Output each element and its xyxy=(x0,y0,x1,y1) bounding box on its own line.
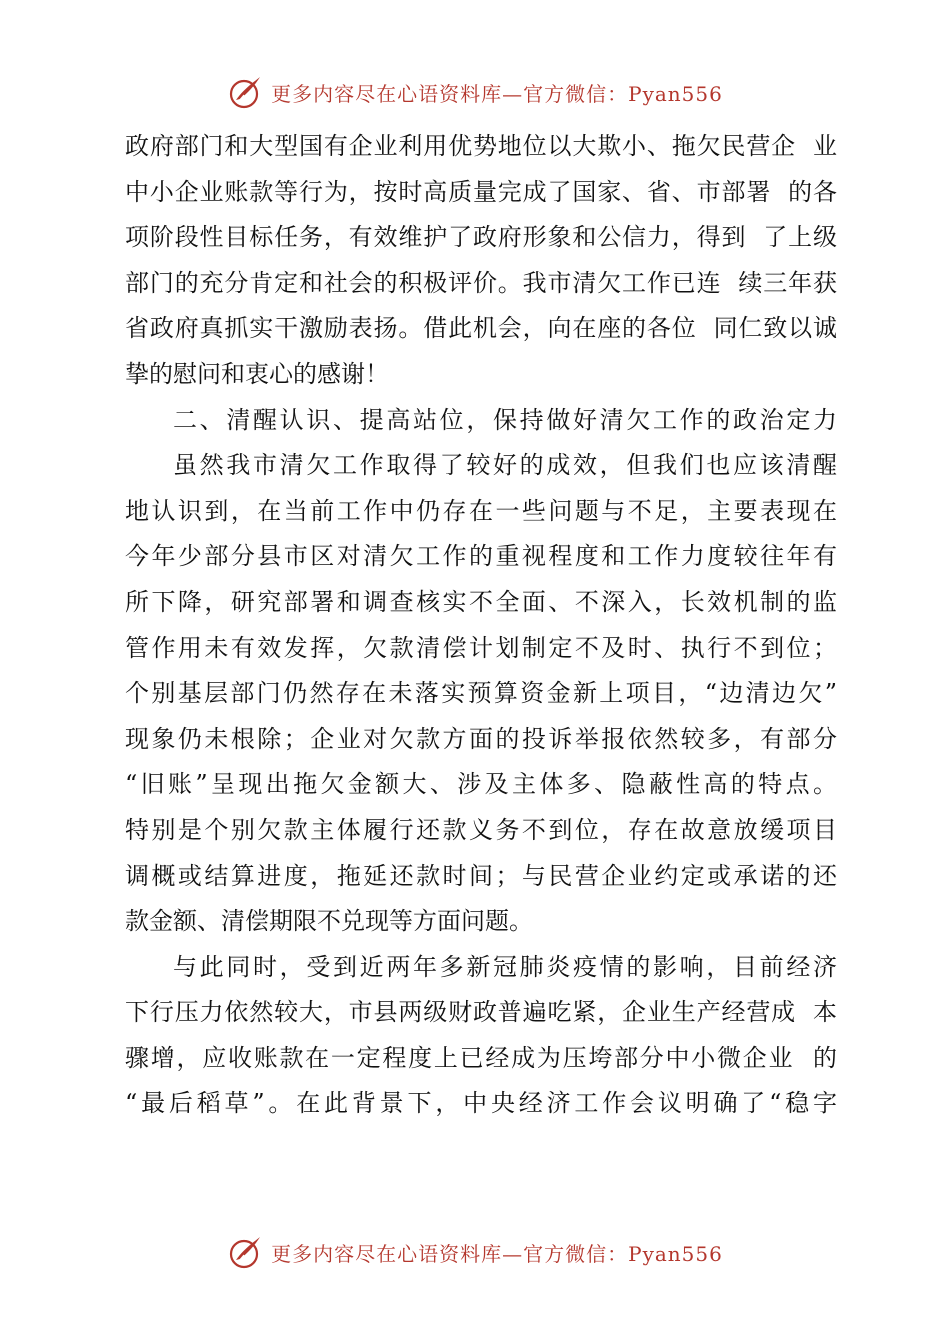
text-line: 虽然我市清欠工作取得了较好的成效，但我们也应该清醒 xyxy=(173,451,837,480)
text-line: 政府部门和大型国有企业利用优势地位以大欺小、拖欠民营企 业 xyxy=(125,132,837,160)
watermark-text: 更多内容尽在心语资料库—官方微信：Pyan556 xyxy=(271,1241,723,1266)
text-line: 现象仍未根除；企业对欠款方面的投诉举报依然较多，有部分 xyxy=(125,724,837,753)
text-line: 特别是个别欠款主体履行还款义务不到位，存在故意放缓项目 xyxy=(125,815,837,844)
text-line: 款金额、清偿期限不兑现等方面问题。 xyxy=(125,907,533,936)
footer-watermark xyxy=(0,1230,950,1274)
watermark-text: 更多内容尽在心语资料库—官方微信：Pyan556 xyxy=(271,81,723,106)
text-line: 省政府真抓实干激励表扬。借此机会，向在座的各位 同仁致以诚 xyxy=(125,314,837,343)
feather-pen-seal-icon xyxy=(227,1233,265,1271)
header-watermark xyxy=(0,70,950,114)
document-body xyxy=(125,124,837,1127)
text-line: 调概或结算进度，拖延还款时间；与民营企业约定或承诺的还 xyxy=(125,861,837,890)
text-line: 地认识到，在当前工作中仍存在一些问题与不足，主要表现在 xyxy=(125,496,837,525)
text-line: 骤增，应收账款在一定程度上已经成为压垮部分中小微企业 的 xyxy=(125,1043,837,1072)
text-line: “旧账”呈现出拖欠金额大、涉及主体多、隐蔽性高的特点。 xyxy=(125,770,837,799)
text-line: 个别基层部门仍然存在未落实预算资金新上项目，“边清边欠” xyxy=(125,679,837,708)
text-line: 下行压力依然较大，市县两级财政普遍吃紧，企业生产经营成 本 xyxy=(125,998,837,1027)
text-line: 二、清醒认识、提高站位，保持做好清欠工作的政治定力 xyxy=(173,405,837,434)
text-line: 中小企业账款等行为，按时高质量完成了国家、省、市部署 的各 xyxy=(125,177,837,206)
text-line: 挚的慰问和衷心的感谢！ xyxy=(125,359,389,388)
text-line: 今年少部分县市区对清欠工作的重视程度和工作力度较往年有 xyxy=(125,542,837,571)
text-line: 管作用未有效发挥，欠款清偿计划制定不及时、执行不到位； xyxy=(125,633,837,662)
text-line: 所下降，研究部署和调查核实不全面、不深入，长效机制的监 xyxy=(125,587,837,616)
text-line: 部门的充分肯定和社会的积极评价。我市清欠工作已连 续三年获 xyxy=(125,268,837,297)
text-line: 项阶段性目标任务，有效维护了政府形象和公信力，得到 了上级 xyxy=(125,223,837,252)
feather-pen-seal-icon xyxy=(227,73,265,111)
text-line: 与此同时，受到近两年多新冠肺炎疫情的影响，目前经济 xyxy=(173,952,837,981)
text-line: “最后稻草”。在此背景下，中央经济工作会议明确了“稳字 xyxy=(125,1089,837,1118)
